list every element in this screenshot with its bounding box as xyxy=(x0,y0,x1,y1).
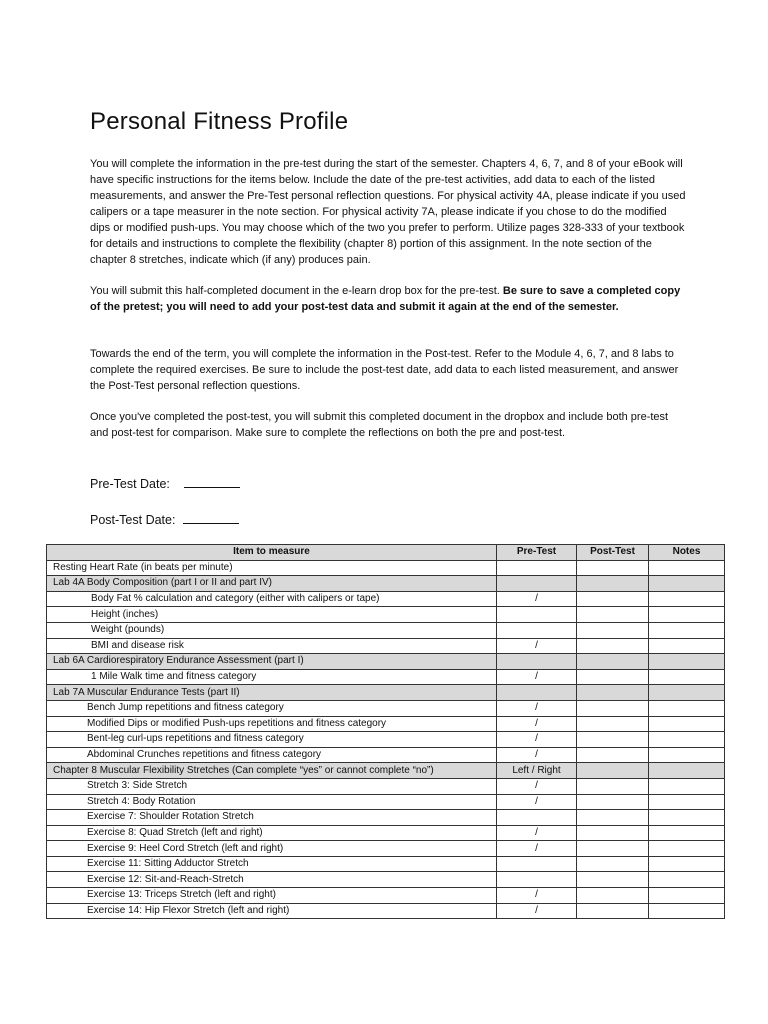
table-row xyxy=(47,763,725,779)
table-row xyxy=(47,560,725,576)
table-row xyxy=(47,872,725,888)
item-cell: Abdominal Crunches repetitions and fitness category xyxy=(47,747,497,763)
posttest-cell[interactable] xyxy=(577,778,649,794)
table-row xyxy=(47,778,725,794)
notes-cell[interactable] xyxy=(649,591,725,607)
intro-paragraph: You will complete the information in the pre-test during the start of the semester. Chapters 4, 6, 7, and 8 of your eBook will have specific instructions for the items below. Include the date of the pre-test activities, add data to each of the listed measurements, and answer the Pre-Test personal reflection questions. For physical activity 4A, please indicate if you used calipers or a tape measurer in the note section. For physical activity 7A, please indicate if you chose to do the modified dips or modified push-ups. You may choose which of the two you prefer to perform. Utilize pages 328-333 of your textbook for details and instructions to complete the flexibility (chapter 8) portion of this assignment. In the note section of the chapter 8 stretches, indicate which (if any) produces pain. xyxy=(90,158,686,266)
submit-emphasis: Be sure to save a completed copy of the pretest; you will need to add your post-test data and submit it again at the end of the semester. xyxy=(90,285,681,313)
page-title: Personal Fitness Profile xyxy=(90,108,349,135)
pretest-cell[interactable]: / xyxy=(497,700,577,716)
table-row xyxy=(47,638,725,654)
item-cell: BMI and disease risk xyxy=(47,638,497,654)
pretest-cell[interactable]: / xyxy=(497,794,577,810)
pretest-cell[interactable]: / xyxy=(497,716,577,732)
item-cell: 1 Mile Walk time and fitness category xyxy=(47,669,497,685)
header-posttest: Post-Test xyxy=(577,545,649,561)
submit-text: You will submit this half-completed document in the e-learn drop box for the pre-test. xyxy=(90,285,503,297)
table-row xyxy=(47,810,725,826)
posttest-cell[interactable] xyxy=(577,576,649,592)
item-cell: Height (inches) xyxy=(47,607,497,623)
pretest-cell[interactable] xyxy=(497,872,577,888)
table-row xyxy=(47,716,725,732)
posttest-cell[interactable] xyxy=(577,903,649,919)
notes-cell[interactable] xyxy=(649,856,725,872)
notes-cell[interactable] xyxy=(649,747,725,763)
table-row xyxy=(47,700,725,716)
notes-cell[interactable] xyxy=(649,732,725,748)
pretest-cell[interactable]: / xyxy=(497,747,577,763)
item-cell: Stretch 3: Side Stretch xyxy=(47,778,497,794)
notes-cell[interactable] xyxy=(649,872,725,888)
table-body xyxy=(47,560,725,919)
posttest-cell[interactable] xyxy=(577,872,649,888)
item-cell: Resting Heart Rate (in beats per minute) xyxy=(47,560,497,576)
item-cell: Chapter 8 Muscular Flexibility Stretches (Can complete “yes” or cannot complete “no”) xyxy=(47,763,497,779)
posttest-date-blank[interactable] xyxy=(183,511,239,524)
pretest-cell[interactable]: / xyxy=(497,888,577,904)
item-cell: Lab 4A Body Composition (part I or II and part IV) xyxy=(47,576,497,592)
posttest-cell[interactable] xyxy=(577,747,649,763)
item-cell: Lab 6A Cardiorespiratory Endurance Assessment (part I) xyxy=(47,654,497,670)
pretest-cell[interactable]: / xyxy=(497,778,577,794)
item-cell: Exercise 14: Hip Flexor Stretch (left and right) xyxy=(47,903,497,919)
notes-cell[interactable] xyxy=(649,888,725,904)
notes-cell[interactable] xyxy=(649,638,725,654)
item-cell: Body Fat % calculation and category (either with calipers or tape) xyxy=(47,591,497,607)
item-cell: Exercise 8: Quad Stretch (left and right) xyxy=(47,825,497,841)
submit-paragraph xyxy=(90,283,686,315)
pretest-cell[interactable]: / xyxy=(497,669,577,685)
table-row xyxy=(47,669,725,685)
item-cell: Exercise 11: Sitting Adductor Stretch xyxy=(47,856,497,872)
item-cell: Exercise 12: Sit-and-Reach-Stretch xyxy=(47,872,497,888)
posttest-cell[interactable] xyxy=(577,607,649,623)
pretest-cell[interactable]: / xyxy=(497,841,577,857)
notes-cell[interactable] xyxy=(649,825,725,841)
pretest-cell[interactable] xyxy=(497,622,577,638)
notes-cell[interactable] xyxy=(649,700,725,716)
posttest-cell[interactable] xyxy=(577,638,649,654)
table-row xyxy=(47,841,725,857)
pretest-cell[interactable] xyxy=(497,685,577,701)
notes-cell[interactable] xyxy=(649,622,725,638)
table-row xyxy=(47,622,725,638)
item-cell: Lab 7A Muscular Endurance Tests (part II) xyxy=(47,685,497,701)
pretest-cell[interactable] xyxy=(497,810,577,826)
table-row xyxy=(47,654,725,670)
posttest-cell[interactable] xyxy=(577,794,649,810)
notes-cell[interactable] xyxy=(649,669,725,685)
pretest-date-field xyxy=(90,475,240,491)
posttest-paragraph: Towards the end of the term, you will complete the information in the Post-test. Refer to the Module 4, 6, 7, and 8 labs to complete the required exercises. Be sure to include the post-test date, add data to each listed measurement, and answer the Post-Test personal reflection questions. xyxy=(90,348,679,392)
posttest-cell[interactable] xyxy=(577,825,649,841)
posttest-cell[interactable] xyxy=(577,763,649,779)
table-row xyxy=(47,856,725,872)
item-cell: Weight (pounds) xyxy=(47,622,497,638)
table-row xyxy=(47,591,725,607)
pretest-cell[interactable]: / xyxy=(497,591,577,607)
item-cell: Bench Jump repetitions and fitness category xyxy=(47,700,497,716)
posttest-cell[interactable] xyxy=(577,669,649,685)
table-row xyxy=(47,607,725,623)
item-cell: Exercise 7: Shoulder Rotation Stretch xyxy=(47,810,497,826)
notes-cell[interactable] xyxy=(649,716,725,732)
posttest-cell[interactable] xyxy=(577,888,649,904)
pretest-cell[interactable]: Left / Right xyxy=(497,763,577,779)
posttest-cell[interactable] xyxy=(577,654,649,670)
posttest-cell[interactable] xyxy=(577,700,649,716)
table-row xyxy=(47,732,725,748)
pretest-date-blank[interactable] xyxy=(184,475,240,488)
posttest-cell[interactable] xyxy=(577,622,649,638)
header-notes: Notes xyxy=(649,545,725,561)
notes-cell[interactable] xyxy=(649,685,725,701)
posttest-cell[interactable] xyxy=(577,810,649,826)
item-cell: Exercise 13: Triceps Stretch (left and right) xyxy=(47,888,497,904)
table-row xyxy=(47,888,725,904)
item-cell: Bent-leg curl-ups repetitions and fitness category xyxy=(47,732,497,748)
measurement-table xyxy=(46,544,725,919)
pretest-cell[interactable] xyxy=(497,560,577,576)
table-row xyxy=(47,576,725,592)
notes-cell[interactable] xyxy=(649,841,725,857)
notes-cell[interactable] xyxy=(649,778,725,794)
posttest-cell[interactable] xyxy=(577,841,649,857)
table-row xyxy=(47,903,725,919)
pretest-cell[interactable]: / xyxy=(497,825,577,841)
notes-cell[interactable] xyxy=(649,794,725,810)
posttest-cell[interactable] xyxy=(577,591,649,607)
posttest-date-field xyxy=(90,511,239,527)
posttest-cell[interactable] xyxy=(577,685,649,701)
table-row xyxy=(47,794,725,810)
pretest-cell[interactable]: / xyxy=(497,638,577,654)
table-row xyxy=(47,747,725,763)
posttest-cell[interactable] xyxy=(577,732,649,748)
notes-cell[interactable] xyxy=(649,560,725,576)
header-pretest: Pre-Test xyxy=(497,545,577,561)
pretest-cell[interactable] xyxy=(497,607,577,623)
notes-cell[interactable] xyxy=(649,903,725,919)
item-cell: Modified Dips or modified Push-ups repetitions and fitness category xyxy=(47,716,497,732)
posttest-date-label: Post-Test Date: xyxy=(90,513,176,527)
notes-cell[interactable] xyxy=(649,763,725,779)
notes-cell[interactable] xyxy=(649,654,725,670)
header-item: Item to measure xyxy=(47,545,497,561)
pretest-cell[interactable] xyxy=(497,654,577,670)
table-row xyxy=(47,685,725,701)
item-cell: Stretch 4: Body Rotation xyxy=(47,794,497,810)
pretest-cell[interactable] xyxy=(497,576,577,592)
posttest-cell[interactable] xyxy=(577,856,649,872)
item-cell: Exercise 9: Heel Cord Stretch (left and right) xyxy=(47,841,497,857)
pretest-cell[interactable] xyxy=(497,856,577,872)
notes-cell[interactable] xyxy=(649,576,725,592)
posttest-cell[interactable] xyxy=(577,560,649,576)
table-row xyxy=(47,825,725,841)
pretest-date-label: Pre-Test Date: xyxy=(90,477,170,491)
table-header-row xyxy=(47,545,725,561)
posttest-cell[interactable] xyxy=(577,716,649,732)
pretest-cell[interactable]: / xyxy=(497,903,577,919)
notes-cell[interactable] xyxy=(649,607,725,623)
pretest-cell[interactable]: / xyxy=(497,732,577,748)
notes-cell[interactable] xyxy=(649,810,725,826)
final-paragraph: Once you've completed the post-test, you will submit this completed document in the dropbox and include both pre-test and post-test for comparison. Make sure to complete the reflections on both the pre and post-test. xyxy=(90,411,669,439)
